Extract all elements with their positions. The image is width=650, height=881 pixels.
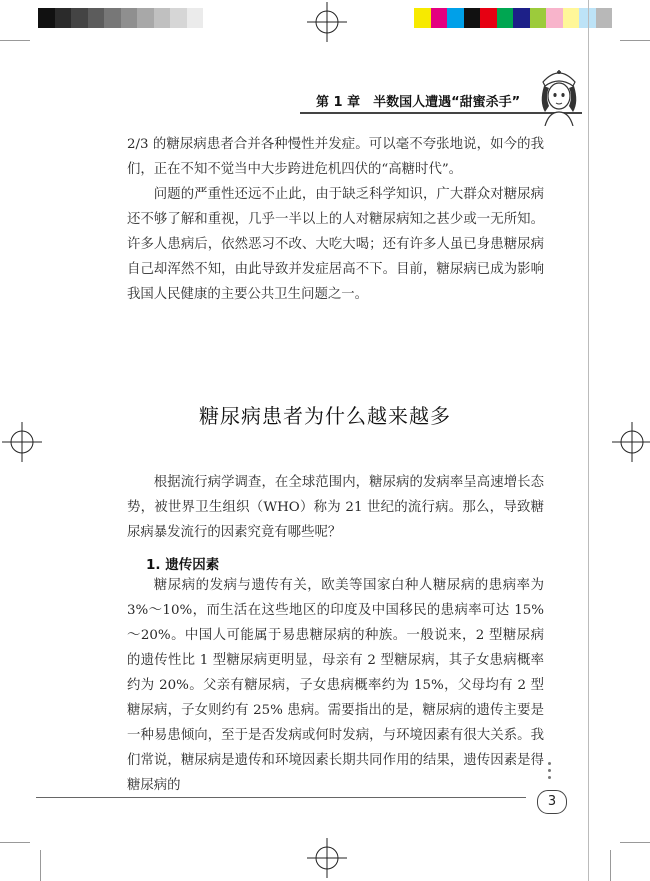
crop-mark [0, 842, 30, 843]
crop-mark [610, 850, 611, 881]
crop-mark [0, 40, 30, 41]
crop-mark [40, 850, 41, 881]
calibration-swatch [530, 8, 547, 28]
calibration-swatch [55, 8, 72, 28]
calibration-swatch [170, 8, 187, 28]
registration-mark-icon [307, 2, 347, 42]
section-title: 糖尿病患者为什么越来越多 [199, 404, 451, 428]
paragraph: 糖尿病的发病与遗传有关，欧美等国家白种人糖尿病的患病率为 3%～10%，而生活在这些地区的印度及中国移民的患病率可达 15%～20%。中国人可能属于易患糖尿病的种族。一般说来，2 型糖尿病的遗传性比 1 型糖尿病更明显，母亲有 2 型糖尿病，其子女患病概率约为 20%。父亲有糖尿病，子女患病概率约为 15%，父母均有 2 型糖尿病，子女则约有 25% 患病。需要指出的是，糖尿病的遗传主要是一种易患倾向，至于是否发病或何时发病，与环境因素有很大关系。我们常说，糖尿病是遗传和环境因素长期共同作用的结果，遗传因素是得糖尿病的 [127, 578, 544, 793]
page-number: 3 [537, 790, 567, 814]
registration-mark-icon [307, 838, 347, 878]
footer-rule [36, 797, 526, 798]
calibration-swatch [563, 8, 580, 28]
calibration-swatch [88, 8, 105, 28]
calibration-swatch [187, 8, 204, 28]
trim-line [588, 0, 589, 881]
decorative-dots [548, 762, 552, 783]
calibration-swatch [38, 8, 55, 28]
color-calibration-strip [414, 8, 612, 28]
gray-calibration-strip [38, 8, 203, 28]
calibration-swatch [414, 8, 431, 28]
paragraph: 2/3 的糖尿病患者合并各种慢性并发症。可以毫不夸张地说，如今的我们，正在不知不觉当中大步跨进危机四伏的“高糖时代”。 [127, 137, 544, 177]
calibration-swatch [546, 8, 563, 28]
paragraph: 根据流行病学调查，在全球范围内，糖尿病的发病率呈高速增长态势，被世界卫生组织（WHO）称为 21 世纪的流行病。那么，导致糖尿病暴发流行的因素究竟有哪些呢？ [127, 475, 544, 540]
calibration-swatch [497, 8, 514, 28]
chapter-header-title: 第 1 章 半数国人遭遇“甜蜜杀手” [316, 95, 521, 110]
calibration-swatch [513, 8, 530, 28]
calibration-swatch [464, 8, 481, 28]
crop-mark [620, 842, 650, 843]
crop-mark [620, 40, 650, 41]
subsection-title: 1. 遗传因素 [146, 557, 220, 573]
calibration-swatch [154, 8, 171, 28]
calibration-swatch [104, 8, 121, 28]
calibration-swatch [596, 8, 613, 28]
paragraph: 问题的严重性还远不止此，由于缺乏科学知识，广大群众对糖尿病还不够了解和重视，几乎一半以上的人对糖尿病知之甚少或一无所知。许多人患病后，依然恶习不改、大吃大喝；还有许多人虽已身患糖尿病自己却浑然不知，由此导致并发症居高不下。目前，糖尿病已成为影响我国人民健康的主要公共卫生问题之一。 [127, 187, 544, 302]
calibration-swatch [137, 8, 154, 28]
calibration-swatch [71, 8, 88, 28]
calibration-swatch [431, 8, 448, 28]
calibration-swatch [121, 8, 138, 28]
nurse-avatar-icon [531, 62, 587, 126]
calibration-swatch [480, 8, 497, 28]
calibration-swatch [447, 8, 464, 28]
